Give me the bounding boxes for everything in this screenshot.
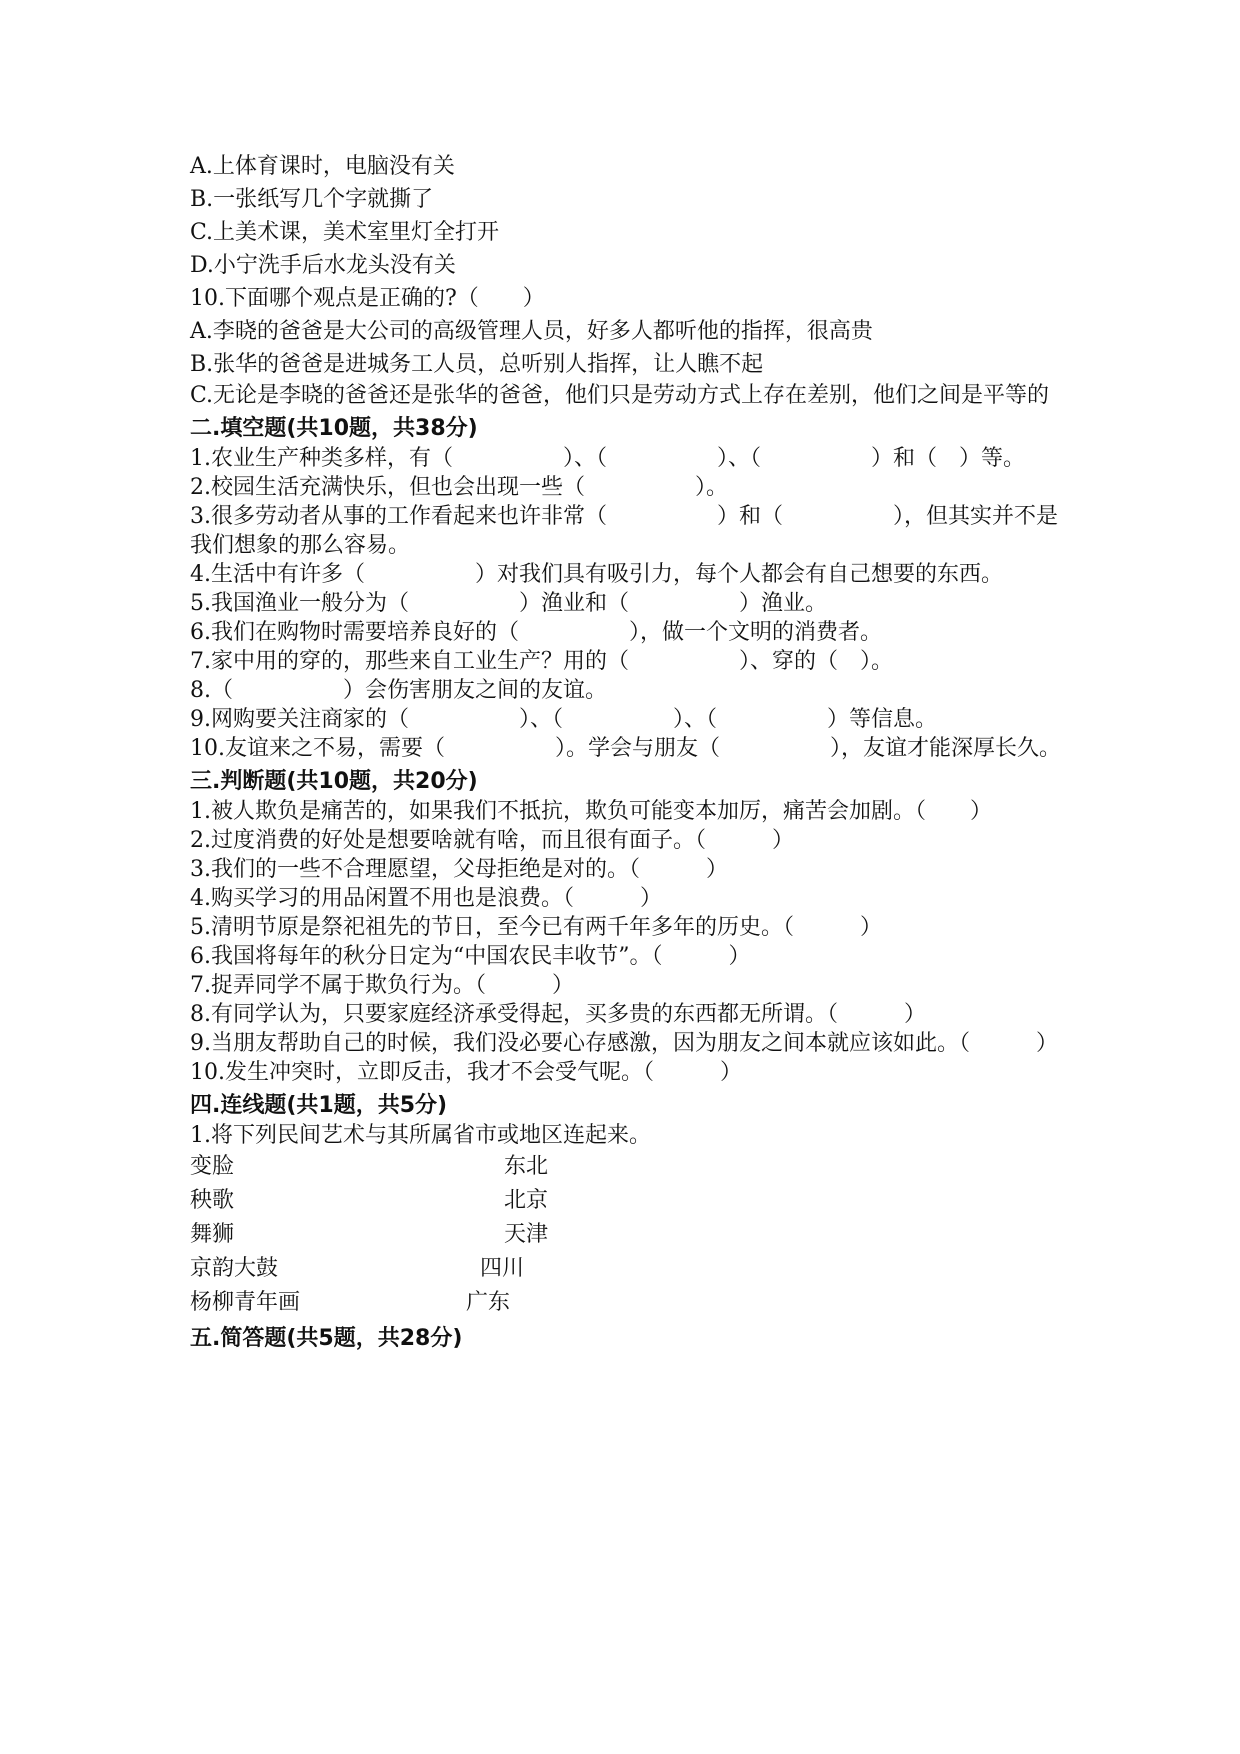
option-a: A.李晓的爸爸是大公司的高级管理人员，好多人都听他的指挥，很高贵 bbox=[190, 319, 873, 344]
judge-item: 7.捉弄同学不属于欺负行为。（ ） bbox=[190, 973, 574, 998]
option-c: C.无论是李晓的爸爸还是张华的爸爸，他们只是劳动方式上存在差别，他们之间是平等的 bbox=[190, 383, 1050, 408]
previous-question-options bbox=[190, 150, 1070, 282]
region-item: 北京 bbox=[504, 1188, 549, 1213]
section-heading-matching: 四.连线题(共1题，共5分) bbox=[190, 1093, 448, 1118]
fill-item: 3.很多劳动者从事的工作看起来也许非常（ ）和（ ），但其实并不是我们想象的那么容易。 bbox=[190, 504, 1058, 558]
judge-item: 10.发生冲突时，立即反击，我才不会受气呢。（ ） bbox=[190, 1060, 742, 1085]
judge-item: 6.我国将每年的秋分日定为“中国农民丰收节”。（ ） bbox=[190, 944, 751, 969]
judge-item: 1.被人欺负是痛苦的，如果我们不抵抗，欺负可能变本加厉，痛苦会加剧。（ ） bbox=[190, 799, 992, 824]
section-heading-short-answer: 五.简答题(共5题，共28分) bbox=[190, 1326, 463, 1351]
matching-question bbox=[190, 1121, 1070, 1320]
option-c: C.上美术课，美术室里灯全打开 bbox=[190, 220, 500, 245]
art-item: 杨柳青年画 bbox=[190, 1290, 301, 1315]
region-item: 天津 bbox=[504, 1222, 549, 1247]
art-item: 舞狮 bbox=[190, 1222, 235, 1247]
judge-item: 4.购买学习的用品闲置不用也是浪费。（ ） bbox=[190, 886, 662, 911]
fill-item: 10.友谊来之不易，需要（ ）。学会与朋友（ ），友谊才能深厚长久。 bbox=[190, 736, 1061, 761]
fill-item: 6.我们在购物时需要培养良好的（ ），做一个文明的消费者。 bbox=[190, 620, 882, 645]
region-item: 广东 bbox=[466, 1290, 511, 1315]
judge-item: 2.过度消费的好处是想要啥就有啥，而且很有面子。（ ） bbox=[190, 828, 794, 853]
region-item: 东北 bbox=[504, 1154, 549, 1179]
question-stem: 10.下面哪个观点是正确的?（ ） bbox=[190, 286, 545, 311]
fill-item: 5.我国渔业一般分为（ ）渔业和（ ）渔业。 bbox=[190, 591, 827, 616]
exam-page bbox=[190, 150, 1070, 1354]
matching-row bbox=[190, 1286, 1070, 1320]
art-item: 变脸 bbox=[190, 1154, 235, 1179]
fill-item: 9.网购要关注商家的（ ）、（ ）、（ ）等信息。 bbox=[190, 707, 937, 732]
option-b: B.一张纸写几个字就撕了 bbox=[190, 187, 434, 212]
question-10 bbox=[190, 282, 1070, 410]
judge-item: 8.有同学认为，只要家庭经济承受得起，买多贵的东西都无所谓。（ ） bbox=[190, 1002, 926, 1027]
fill-item: 8.（ ）会伤害朋友之间的友谊。 bbox=[190, 678, 607, 703]
section-heading-fill-in: 二.填空题(共10题，共38分) bbox=[190, 416, 478, 441]
matching-row bbox=[190, 1252, 1070, 1286]
judge-item: 9.当朋友帮助自己的时候，我们没必要心存感激，因为朋友之间本就应该如此。（ ） bbox=[190, 1031, 1058, 1056]
art-item: 秧歌 bbox=[190, 1188, 235, 1213]
option-d: D.小宁洗手后水龙头没有关 bbox=[190, 253, 456, 278]
matching-row bbox=[190, 1218, 1070, 1252]
fill-item: 1.农业生产种类多样，有（ ）、（ ）、（ ）和（ ）等。 bbox=[190, 446, 1025, 471]
option-a: A.上体育课时，电脑没有关 bbox=[190, 154, 455, 179]
true-false-questions bbox=[190, 797, 1070, 1087]
section-heading-true-false: 三.判断题(共10题，共20分) bbox=[190, 769, 478, 794]
matching-row bbox=[190, 1184, 1070, 1218]
judge-item: 3.我们的一些不合理愿望，父母拒绝是对的。（ ） bbox=[190, 857, 728, 882]
fill-item: 4.生活中有许多（ ）对我们具有吸引力，每个人都会有自己想要的东西。 bbox=[190, 562, 1003, 587]
art-item: 京韵大鼓 bbox=[190, 1256, 279, 1281]
matching-row bbox=[190, 1150, 1070, 1184]
fill-in-questions bbox=[190, 444, 1070, 763]
region-item: 四川 bbox=[480, 1256, 525, 1281]
matching-prompt: 1.将下列民间艺术与其所属省市或地区连起来。 bbox=[190, 1123, 651, 1148]
option-b: B.张华的爸爸是进城务工人员，总听别人指挥，让人瞧不起 bbox=[190, 352, 764, 377]
fill-item: 7.家中用的穿的，那些来自工业生产？用的（ ）、穿的（ ）。 bbox=[190, 649, 893, 674]
judge-item: 5.清明节原是祭祀祖先的节日，至今已有两千年多年的历史。（ ） bbox=[190, 915, 882, 940]
fill-item: 2.校园生活充满快乐，但也会出现一些（ ）。 bbox=[190, 475, 728, 500]
